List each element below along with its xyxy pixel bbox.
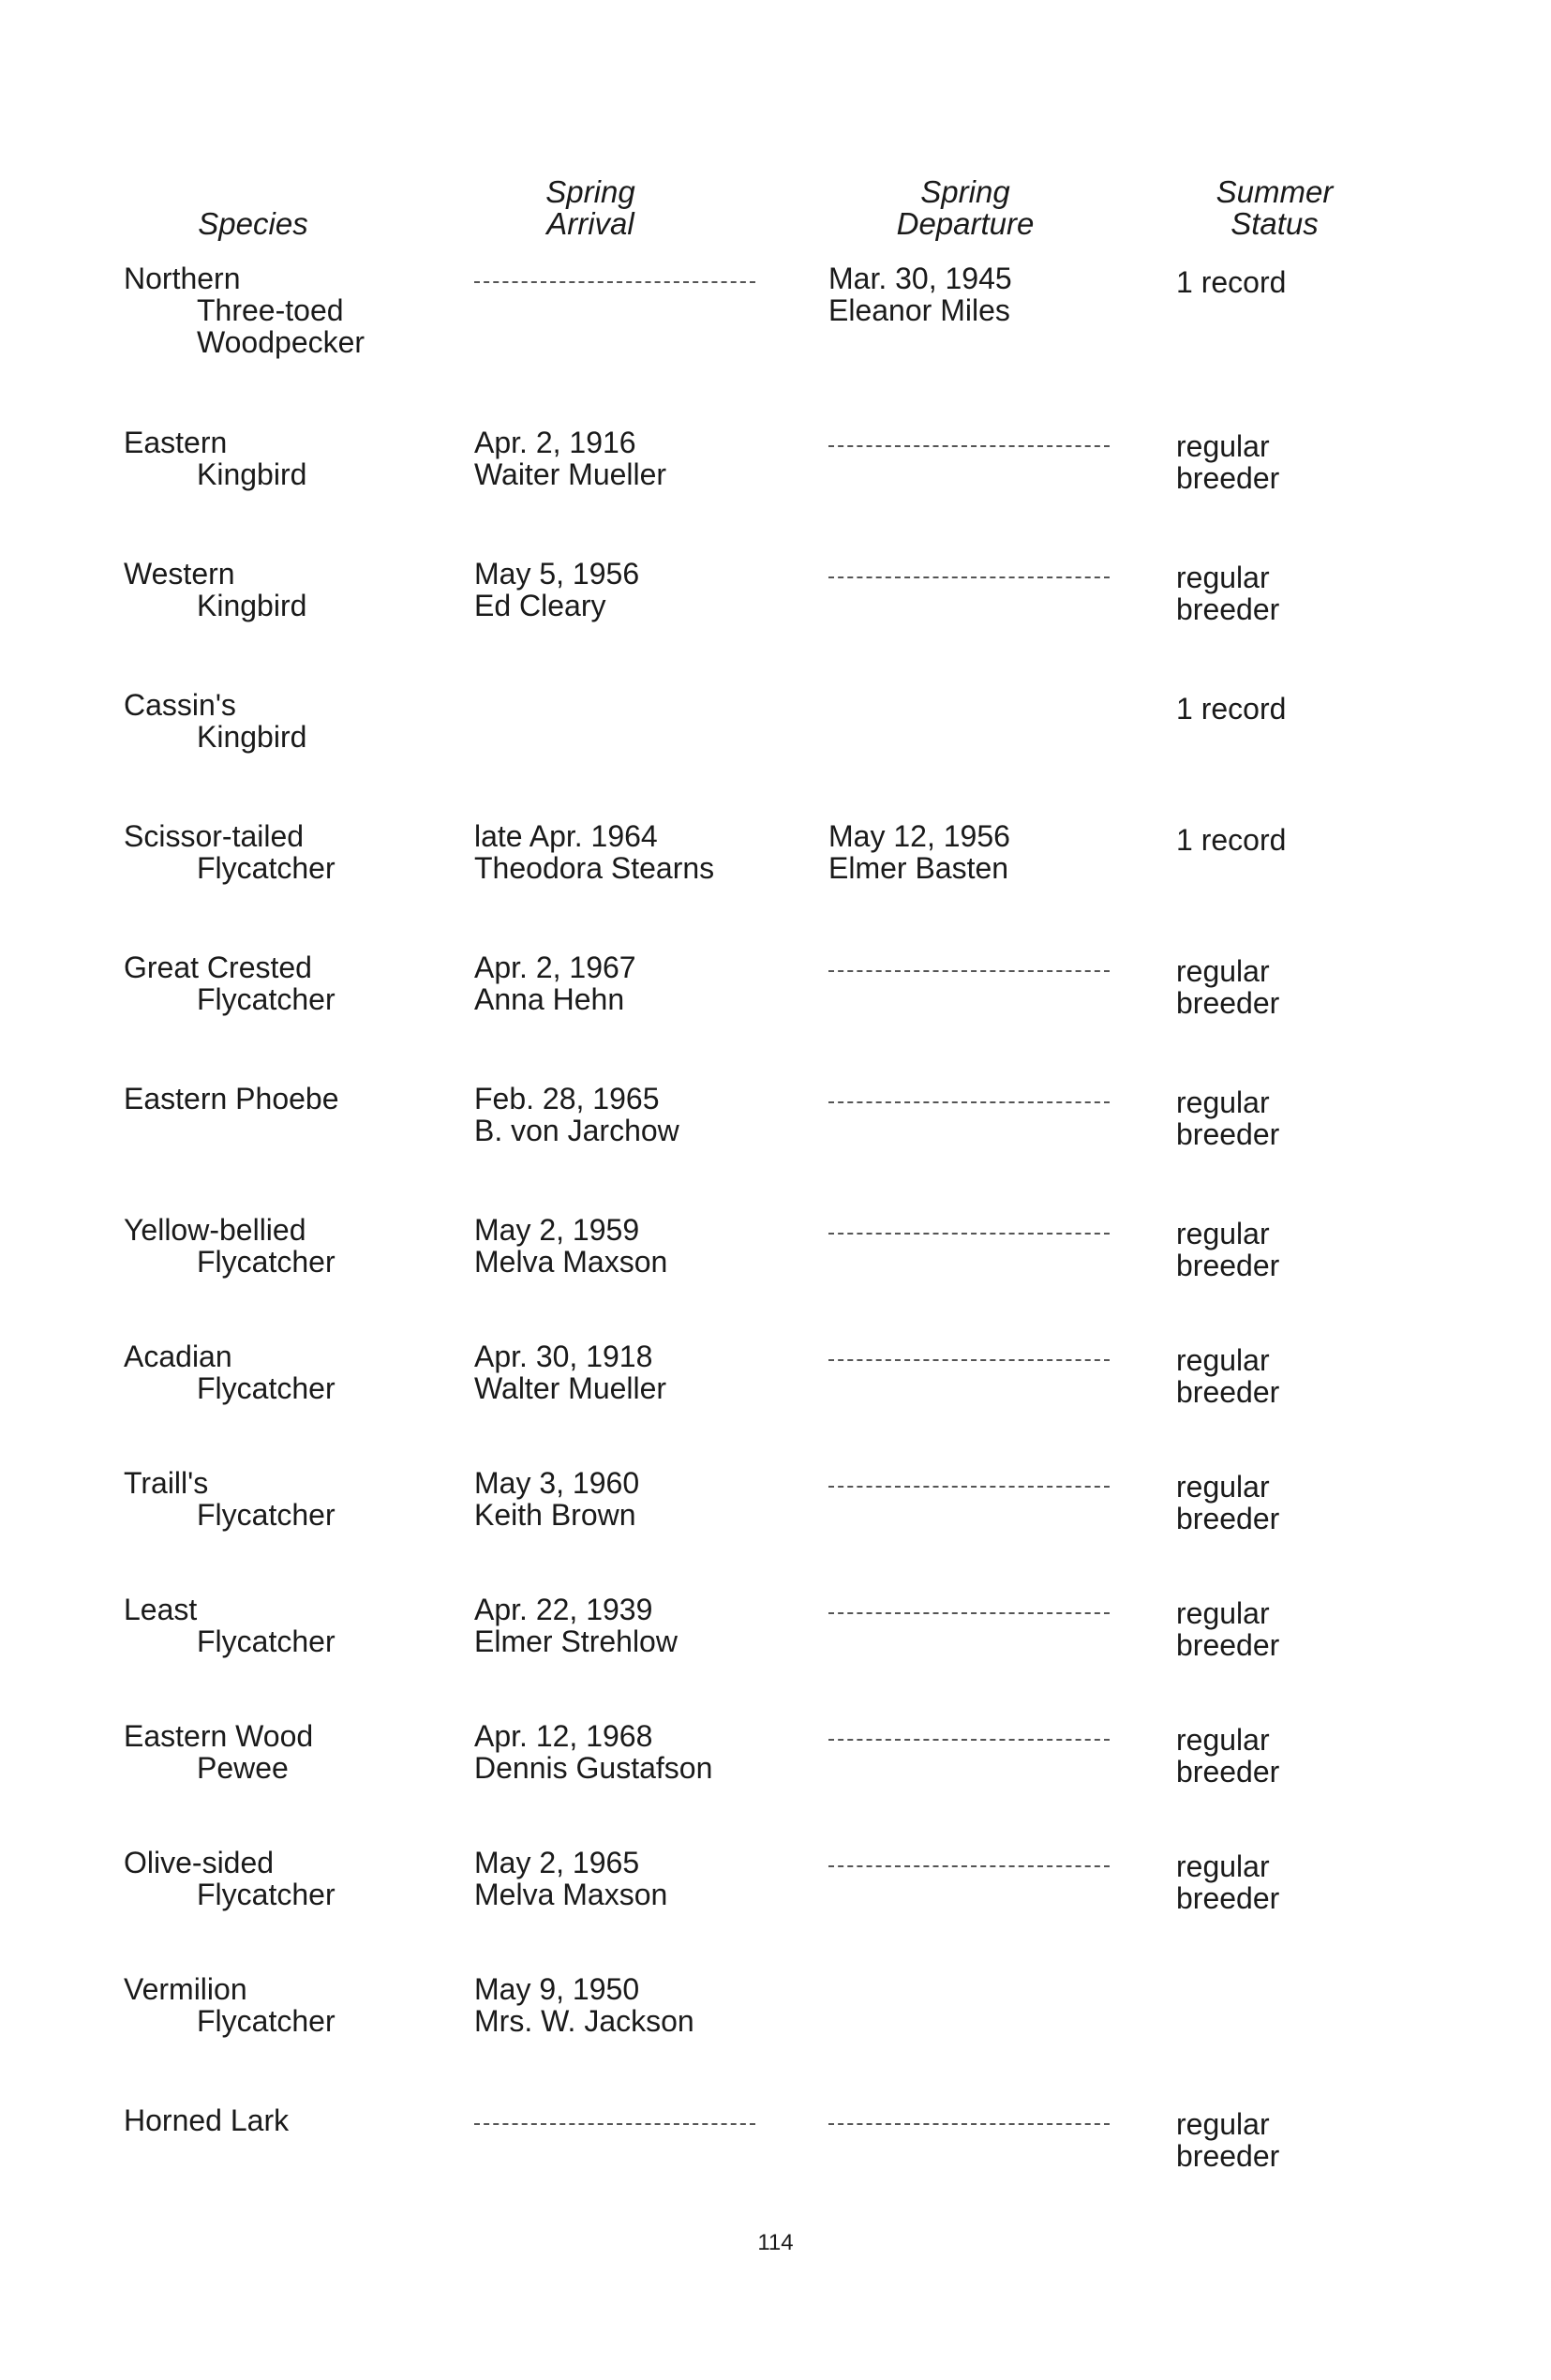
species-cell: [124, 262, 480, 358]
spring-arrival-cell-line: Mrs. W. Jackson: [474, 2004, 694, 2038]
spring-arrival-cell-line: late Apr. 1964: [474, 819, 658, 853]
spring-departure-cell: [828, 427, 1166, 447]
dotted-leader: [828, 1739, 1110, 1741]
spring-departure-cell: [828, 1083, 1166, 1103]
summer-status-cell: [1176, 1344, 1420, 1408]
spring-departure-cell: [828, 262, 1166, 326]
species-cell-line: Vermilion: [124, 1972, 247, 2006]
spring-arrival-cell-line: Apr. 12, 1968: [474, 1719, 653, 1753]
header-spring-arrival: [506, 176, 675, 240]
spring-departure-cell: [828, 951, 1166, 972]
species-cell-line: Great Crested: [124, 951, 312, 984]
spring-arrival-cell: [474, 558, 812, 621]
spring-arrival-cell-line: May 5, 1956: [474, 557, 640, 591]
species-cell-line: Yellow-bellied: [124, 1213, 306, 1247]
dotted-leader: [828, 970, 1110, 972]
species-cell-line: Woodpecker: [197, 325, 365, 359]
summer-status-cell-line: 1 record: [1176, 692, 1287, 726]
species-cell: [124, 951, 480, 1015]
summer-status-cell-line: 1 record: [1176, 265, 1287, 299]
species-cell-line: Eastern: [124, 426, 228, 459]
spring-departure-cell: [828, 1214, 1166, 1235]
summer-status-cell-line: regular: [1176, 1217, 1270, 1250]
spring-arrival-cell-line: Apr. 22, 1939: [474, 1593, 653, 1626]
spring-arrival-cell: [474, 427, 812, 490]
species-cell-line: Traill's: [124, 1466, 209, 1500]
species-cell-line: Flycatcher: [197, 1498, 336, 1532]
species-cell-line: Kingbird: [197, 589, 307, 622]
summer-status-cell-line: breeder: [1176, 1117, 1280, 1151]
summer-status-cell-line: breeder: [1176, 986, 1280, 1020]
species-cell-line: Horned Lark: [124, 2103, 290, 2137]
dotted-leader: [828, 576, 1110, 578]
spring-departure-cell: [828, 2104, 1166, 2125]
summer-status-cell: [1176, 1724, 1420, 1788]
species-cell: [124, 1847, 480, 1910]
summer-status-cell-line: regular: [1176, 2107, 1270, 2141]
spring-arrival-cell-line: Apr. 2, 1916: [474, 426, 636, 459]
spring-arrival-cell: [474, 951, 812, 1015]
species-cell-line: Kingbird: [197, 457, 307, 491]
species-cell: [124, 1973, 480, 2037]
summer-status-cell: [1176, 955, 1420, 1019]
summer-status-cell-line: breeder: [1176, 1502, 1280, 1535]
summer-status-cell: [1176, 1086, 1420, 1150]
species-cell: [124, 820, 480, 884]
summer-status-cell: [1176, 824, 1420, 856]
header-spring-departure: [862, 176, 1068, 240]
summer-status-cell: [1176, 1218, 1420, 1281]
spring-arrival-cell: [474, 1083, 812, 1146]
species-cell-line: Flycatcher: [197, 1624, 336, 1658]
dotted-leader: [474, 281, 755, 283]
species-cell-line: Northern: [124, 262, 241, 295]
species-cell-line: Flycatcher: [197, 1245, 336, 1279]
dotted-leader: [828, 1233, 1110, 1235]
species-cell-line: Scissor-tailed: [124, 819, 305, 853]
spring-arrival-cell-line: Melva Maxson: [474, 1245, 668, 1279]
spring-arrival-cell: [474, 820, 812, 884]
summer-status-cell-line: breeder: [1176, 1628, 1280, 1662]
summer-status-cell-line: breeder: [1176, 461, 1280, 495]
spring-arrival-cell: [474, 2104, 812, 2125]
species-cell-line: Three-toed: [197, 293, 344, 327]
summer-status-cell-line: breeder: [1176, 1375, 1280, 1409]
summer-status-cell-line: regular: [1176, 1470, 1270, 1504]
spring-departure-cell: [828, 1847, 1166, 1867]
summer-status-cell: [1176, 1471, 1420, 1534]
spring-arrival-cell-line: Melva Maxson: [474, 1878, 668, 1911]
species-cell-line: Flycatcher: [197, 1371, 336, 1405]
summer-status-cell: [1176, 266, 1420, 298]
species-cell: [124, 1340, 480, 1404]
dotted-leader: [828, 1865, 1110, 1867]
spring-departure-cell: [828, 820, 1166, 884]
spring-arrival-cell-line: May 2, 1959: [474, 1213, 640, 1247]
spring-arrival-cell-line: Dennis Gustafson: [474, 1751, 713, 1785]
header-species-label: Species: [198, 206, 308, 241]
summer-status-cell-line: regular: [1176, 561, 1270, 594]
spring-arrival-cell-line: Apr. 30, 1918: [474, 1340, 653, 1373]
species-cell: [124, 558, 480, 621]
species-cell-line: Western: [124, 557, 235, 591]
summer-status-cell-line: breeder: [1176, 2139, 1280, 2173]
summer-status-cell: [1176, 561, 1420, 625]
summer-status-cell-line: regular: [1176, 954, 1270, 988]
spring-arrival-cell-line: May 9, 1950: [474, 1972, 640, 2006]
spring-arrival-cell-line: Waiter Mueller: [474, 457, 667, 491]
species-cell-line: Flycatcher: [197, 851, 336, 885]
species-cell: [124, 2104, 480, 2136]
spring-departure-cell-line: May 12, 1956: [828, 819, 1010, 853]
species-cell-line: Eastern Wood: [124, 1719, 314, 1753]
spring-arrival-cell: [474, 1214, 812, 1278]
spring-arrival-cell: [474, 1973, 812, 2037]
header-departure-line-2: Departure: [896, 206, 1035, 241]
spring-departure-cell: [828, 1720, 1166, 1741]
spring-arrival-cell-line: May 2, 1965: [474, 1846, 640, 1879]
spring-arrival-cell-line: Apr. 2, 1967: [474, 951, 636, 984]
species-cell: [124, 1594, 480, 1657]
dotted-leader: [828, 2123, 1110, 2125]
spring-arrival-cell: [474, 1340, 812, 1404]
summer-status-cell: [1176, 430, 1420, 494]
species-cell-line: Eastern Phoebe: [124, 1082, 339, 1115]
dotted-leader: [828, 1486, 1110, 1488]
summer-status-cell: [1176, 1850, 1420, 1914]
species-cell: [124, 1083, 480, 1115]
header-species: [187, 208, 319, 240]
page-number: 114: [757, 2230, 794, 2255]
spring-departure-cell: [828, 1467, 1166, 1488]
spring-arrival-cell: [474, 1467, 812, 1531]
summer-status-cell-line: breeder: [1176, 1881, 1280, 1915]
species-cell-line: Pewee: [197, 1751, 289, 1785]
species-cell: [124, 427, 480, 490]
spring-arrival-cell-line: Elmer Strehlow: [474, 1624, 678, 1658]
dotted-leader: [828, 1101, 1110, 1103]
summer-status-cell-line: regular: [1176, 1723, 1270, 1757]
species-cell-line: Kingbird: [197, 720, 307, 754]
species-cell: [124, 1720, 480, 1784]
species-cell: [124, 689, 480, 753]
spring-arrival-cell: [474, 1594, 812, 1657]
header-status-line-1: Summer: [1215, 174, 1334, 209]
summer-status-cell-line: regular: [1176, 429, 1270, 463]
header-arrival-line-2: Arrival: [546, 206, 634, 241]
spring-arrival-cell-line: Walter Mueller: [474, 1371, 667, 1405]
header-status-line-2: Status: [1230, 206, 1319, 241]
spring-arrival-cell: [474, 262, 812, 283]
summer-status-cell-line: regular: [1176, 1085, 1270, 1119]
summer-status-cell: [1176, 1597, 1420, 1661]
spring-departure-cell: [828, 1594, 1166, 1614]
species-cell-line: Cassin's: [124, 688, 236, 722]
species-cell-line: Flycatcher: [197, 1878, 336, 1911]
spring-arrival-cell: [474, 1720, 812, 1784]
dotted-leader: [828, 445, 1110, 447]
summer-status-cell-line: regular: [1176, 1343, 1270, 1377]
dotted-leader: [828, 1359, 1110, 1361]
species-cell-line: Acadian: [124, 1340, 232, 1373]
spring-arrival-cell-line: B. von Jarchow: [474, 1114, 679, 1147]
summer-status-cell-line: 1 record: [1176, 823, 1287, 857]
spring-departure-cell: [828, 1340, 1166, 1361]
summer-status-cell-line: breeder: [1176, 1755, 1280, 1789]
header-summer-status: [1190, 176, 1359, 240]
header-arrival-line-1: Spring: [545, 174, 635, 209]
spring-departure-cell-line: Mar. 30, 1945: [828, 262, 1012, 295]
spring-arrival-cell: [474, 1847, 812, 1910]
spring-arrival-cell-line: Anna Hehn: [474, 982, 625, 1016]
spring-departure-cell: [828, 558, 1166, 578]
summer-status-cell: [1176, 693, 1420, 725]
spring-departure-cell-line: Eleanor Miles: [828, 293, 1010, 327]
table-header: [0, 176, 1551, 251]
species-cell-line: Flycatcher: [197, 982, 336, 1016]
species-cell-line: Olive-sided: [124, 1846, 275, 1879]
dotted-leader: [474, 2123, 755, 2125]
spring-arrival-cell-line: Theodora Stearns: [474, 851, 715, 885]
species-cell: [124, 1467, 480, 1531]
summer-status-cell: [1176, 2108, 1420, 2172]
species-cell: [124, 1214, 480, 1278]
summer-status-cell-line: breeder: [1176, 1249, 1280, 1282]
summer-status-cell-line: regular: [1176, 1596, 1270, 1630]
summer-status-cell-line: breeder: [1176, 592, 1280, 626]
spring-departure-cell-line: Elmer Basten: [828, 851, 1009, 885]
spring-arrival-cell-line: Ed Cleary: [474, 589, 606, 622]
spring-arrival-cell-line: Feb. 28, 1965: [474, 1082, 660, 1115]
species-cell-line: Flycatcher: [197, 2004, 336, 2038]
species-cell-line: Least: [124, 1593, 198, 1626]
spring-arrival-cell-line: Keith Brown: [474, 1498, 636, 1532]
summer-status-cell-line: regular: [1176, 1849, 1270, 1883]
spring-arrival-cell-line: May 3, 1960: [474, 1466, 640, 1500]
header-departure-line-1: Spring: [920, 174, 1010, 209]
dotted-leader: [828, 1612, 1110, 1614]
